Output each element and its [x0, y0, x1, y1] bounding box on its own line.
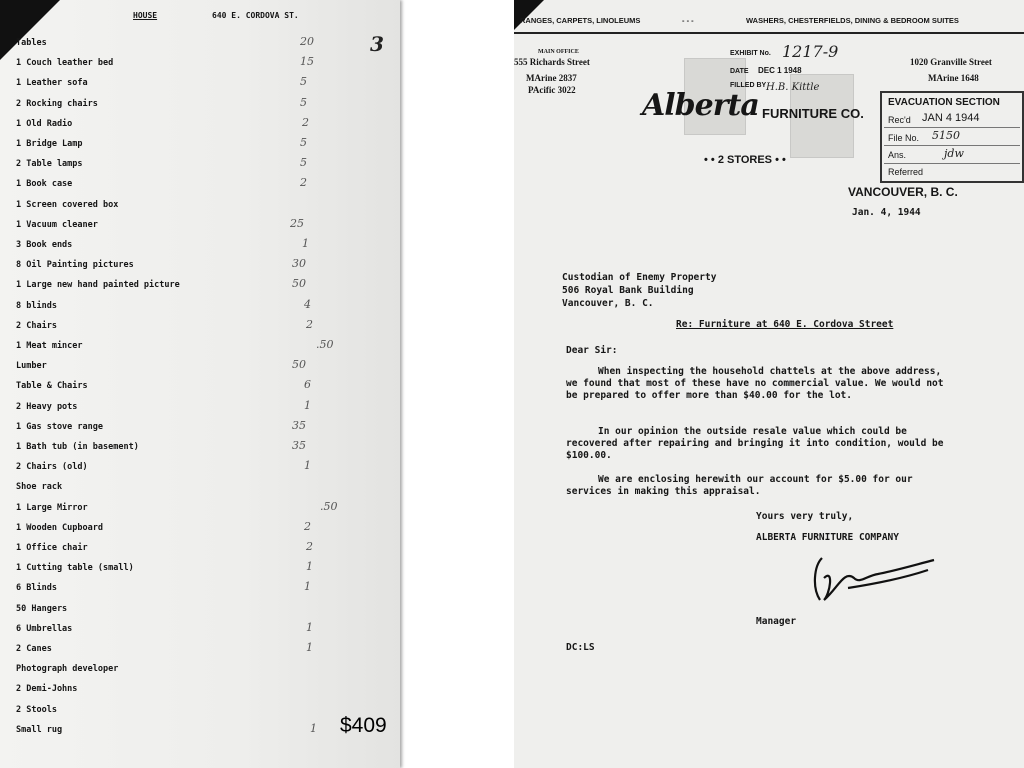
recipient-line-1: Custodian of Enemy Property: [562, 272, 717, 283]
header-house: HOUSE: [133, 11, 158, 20]
main-office-street: 555 Richards Street: [514, 57, 590, 67]
inventory-item: 2 Table lamps: [16, 159, 83, 169]
inventory-item: 1 Book case: [16, 179, 73, 189]
inventory-item: 1 Large Mirror: [16, 503, 88, 513]
inventory-item: 1 Large new hand painted picture: [16, 280, 180, 290]
inventory-item: Lumber: [16, 361, 47, 371]
inventory-item: 2 Demi-Johns: [16, 684, 78, 694]
inventory-item-amount: 6: [304, 378, 311, 391]
letter-date: Jan. 4, 1944: [852, 207, 921, 218]
filled-by-value: H.B. Kittle: [766, 82, 820, 93]
inventory-item: 1 Wooden Cupboard: [16, 523, 103, 533]
inventory-item-amount: 2: [306, 318, 313, 331]
main-office-phone2: PAcific 3022: [528, 85, 576, 95]
inventory-item: 2 Canes: [16, 644, 52, 654]
total-price-label: $409: [340, 714, 387, 737]
inventory-item-amount: 1: [304, 459, 311, 472]
signature: [794, 548, 944, 608]
paragraph-3: We are enclosing herewith our account for $5.00 for our services in making this appraisal.: [566, 474, 913, 497]
inventory-item-amount: 4: [304, 298, 311, 311]
signer-title: Manager: [756, 616, 797, 627]
exhibit-number: 1217-9: [782, 42, 839, 61]
inventory-item: 2 Stools: [16, 705, 57, 715]
initials: DC:LS: [566, 642, 595, 653]
salutation: Dear Sir:: [566, 345, 618, 356]
inventory-item: Photograph developer: [16, 664, 119, 674]
inventory-item-amount: 2: [304, 520, 311, 533]
inventory-item: 1 Couch leather bed: [16, 58, 114, 68]
stamp-ans-label: Ans.: [888, 150, 907, 160]
inventory-item-amount: 1: [302, 237, 309, 250]
inventory-item: 3 Book ends: [16, 240, 73, 250]
date-label: DATE: [730, 68, 749, 75]
page-corner-fold: [0, 0, 60, 60]
banner-left: RANGES, CARPETS, LINOLEUMS: [520, 16, 641, 25]
stamp-ans-value: jdw: [944, 147, 964, 160]
stamp-recd-label: Rec'd: [888, 115, 911, 125]
inventory-item-amount: .50: [320, 500, 338, 513]
inventory-item-amount: 2: [300, 176, 307, 189]
inventory-item: 2 Rocking chairs: [16, 99, 98, 109]
inventory-item: 2 Chairs: [16, 321, 57, 331]
closing: Yours very truly,: [756, 511, 854, 522]
exhibit-label: EXHIBIT No.: [730, 50, 771, 57]
paragraph-1: When inspecting the household chattels at the above address, we found that most of these have no commercial value. We would not be prepared to offer more than $40.00 for the lot.: [566, 366, 944, 401]
stores-tagline: • • 2 STORES • •: [704, 154, 786, 166]
inventory-item: Shoe rack: [16, 482, 63, 492]
inventory-item: 1 Cutting table (small): [16, 563, 134, 573]
inventory-item-amount: 5: [300, 136, 307, 149]
company-logo-script: Alberta: [642, 88, 759, 123]
filled-by-label: FILLED BY: [730, 82, 767, 89]
inventory-item: 1 Office chair: [16, 543, 88, 553]
inventory-item: 1 Old Radio: [16, 119, 73, 129]
stamp-file-value: 5150: [932, 129, 960, 142]
inventory-item: 1 Gas stove range: [16, 422, 103, 432]
inventory-item: 1 Leather sofa: [16, 78, 88, 88]
inventory-item: 6 Blinds: [16, 583, 57, 593]
inventory-item: 8 Oil Painting pictures: [16, 260, 134, 270]
inventory-item-amount: .50: [316, 338, 334, 351]
inventory-item: 8 blinds: [16, 301, 57, 311]
inventory-item: Tables: [16, 38, 47, 48]
branch-street: 1020 Granville Street: [910, 57, 992, 67]
stamp-referred-label: Referred: [888, 167, 924, 177]
inventory-item-amount: 1: [306, 621, 313, 634]
inventory-item-amount: 2: [306, 540, 313, 553]
inventory-item-amount: 1: [304, 580, 311, 593]
inventory-item: 1 Meat mincer: [16, 341, 83, 351]
inventory-item-amount: 50: [292, 358, 306, 371]
evacuation-section-stamp: [880, 91, 1024, 183]
inventory-item-amount: 1: [304, 399, 311, 412]
recipient-line-2: 506 Royal Bank Building: [562, 285, 694, 296]
main-office-phone1: MArine 2837: [526, 73, 577, 83]
inventory-item-amount: 25: [290, 217, 304, 230]
banner-dashes: - - -: [682, 16, 694, 25]
inventory-item-amount: 15: [300, 55, 314, 68]
inventory-list-page: [0, 0, 400, 768]
company-signoff: ALBERTA FURNITURE COMPANY: [756, 532, 899, 543]
inventory-item: 2 Chairs (old): [16, 462, 88, 472]
header-address: 640 E. CORDOVA ST.: [212, 11, 299, 20]
recipient-line-3: Vancouver, B. C.: [562, 298, 654, 309]
inventory-item-amount: 35: [292, 419, 306, 432]
inventory-item-amount: 20: [300, 35, 314, 48]
banner-right: WASHERS, CHESTERFIELDS, DINING & BEDROOM SUITES: [746, 16, 959, 25]
inventory-item: 6 Umbrellas: [16, 624, 73, 634]
inventory-item: Small rug: [16, 725, 63, 735]
letter-page: [514, 0, 1024, 768]
main-office-label: MAIN OFFICE: [538, 49, 579, 55]
banner-rule: [514, 32, 1024, 34]
inventory-item-amount: 1: [306, 560, 313, 573]
inventory-item-amount: 35: [292, 439, 306, 452]
inventory-item-amount: 50: [292, 277, 306, 290]
inventory-item-amount: 5: [300, 96, 307, 109]
stamp-file-label: File No.: [888, 133, 920, 143]
inventory-item-amount: 5: [300, 156, 307, 169]
stamp-recd-value: JAN 4 1944: [922, 112, 980, 124]
branch-phone: MArine 1648: [928, 73, 979, 83]
inventory-item-amount: 5: [300, 75, 307, 88]
date-value: DEC 1 1948: [758, 66, 802, 75]
paragraph-2: In our opinion the outside resale value which could be recovered after repairing and bringing it into condition, would be $100.00.: [566, 426, 944, 461]
inventory-item: Table & Chairs: [16, 381, 88, 391]
inventory-item-amount: 1: [310, 722, 317, 735]
page-corner-fold: [514, 0, 544, 30]
inventory-item: 2 Heavy pots: [16, 402, 78, 412]
city-line: VANCOUVER, B. C.: [848, 185, 958, 199]
company-logo-text: FURNITURE CO.: [762, 106, 864, 121]
stamp-title: EVACUATION SECTION: [888, 97, 1000, 108]
page-number: 3: [370, 32, 384, 56]
inventory-item-amount: 1: [306, 641, 313, 654]
inventory-item: 50 Hangers: [16, 604, 68, 614]
inventory-item: 1 Bath tub (in basement): [16, 442, 139, 452]
re-line: Re: Furniture at 640 E. Cordova Street: [676, 319, 894, 330]
inventory-item: 1 Vacuum cleaner: [16, 220, 98, 230]
inventory-item-amount: 2: [302, 116, 309, 129]
inventory-item: 1 Bridge Lamp: [16, 139, 83, 149]
inventory-item-amount: 30: [292, 257, 306, 270]
inventory-item: 1 Screen covered box: [16, 200, 119, 210]
